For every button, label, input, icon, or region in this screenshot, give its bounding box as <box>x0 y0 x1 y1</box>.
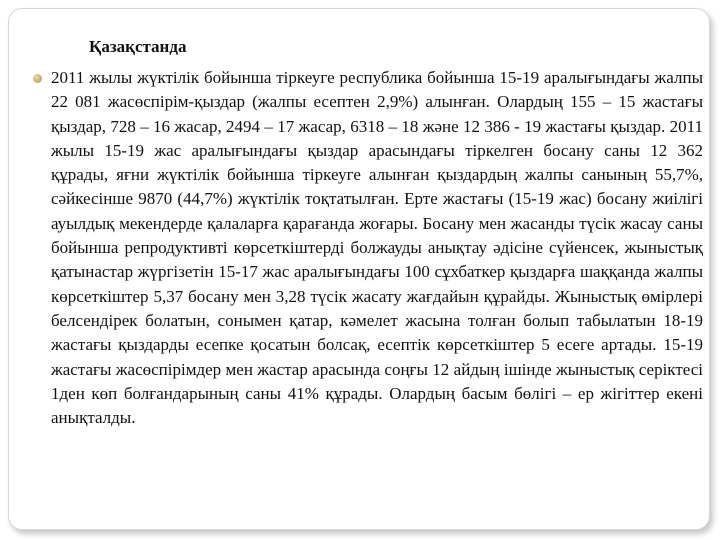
content-frame <box>8 8 710 530</box>
bullet-dot-icon <box>33 74 42 83</box>
bullet-item <box>33 66 703 430</box>
slide-title: Қазақстанда <box>89 37 187 56</box>
bullet-text: 2011 жылы жүктілік бойынша тіркеуге республика бойынша 15-19 аралығындағы жалпы 22 081 жасөспірім-қыздар (жалпы есептен 2,9%) алынған. Олардың 155 – 15 жастағы қыздар, 728 – 16 жасар, 2494 – 17 жасар, 6318 – 18 және 12 386 - 19 жастағы қыздар. 2011 жылы 15-19 жас аралығындағы қыздар арасындағы тіркелген босану саны 12 362 құрады, яғни жүктілік бойынша тіркеуге алынған қыздардың жалпы санының 55,7%, сәйкесінше 9870 (44,7%) жүктілік тоқтатылған. Ерте жастағы (15-19 жас) босану жиілігі ауылдық мекендерде қалаларға қарағанда жоғары. Босану мен жасанды түсік жасау саны бойынша репродуктивті көрсеткіштерді болжауды анықтау әдісіне сүйенсек, жыныстық қатынастар жүргізетін 15-17 жас аралығындағы 100 сұхбаткер қыздарға шаққанда жалпы көрсеткіштер 5,37 босану мен 3,28 түсік жасату жағдайын құрайды. Жыныстық өмірлері белсендірек болатын, сонымен қатар, кәмелет жасына толған болып табылатын 18-19 жастағы қыздарды есепке қосатын болсақ, есептік көрсеткіштер 5 есеге артады. 15-19 жастағы жасөспірімдер мен жастар арасында соңғы 12 айдың ішінде жыныстық серіктесі 1ден көп болғандарының саны 41% құрады. Олардың басым бөлігі – ер жігіттер екені анықталды. <box>51 68 703 428</box>
